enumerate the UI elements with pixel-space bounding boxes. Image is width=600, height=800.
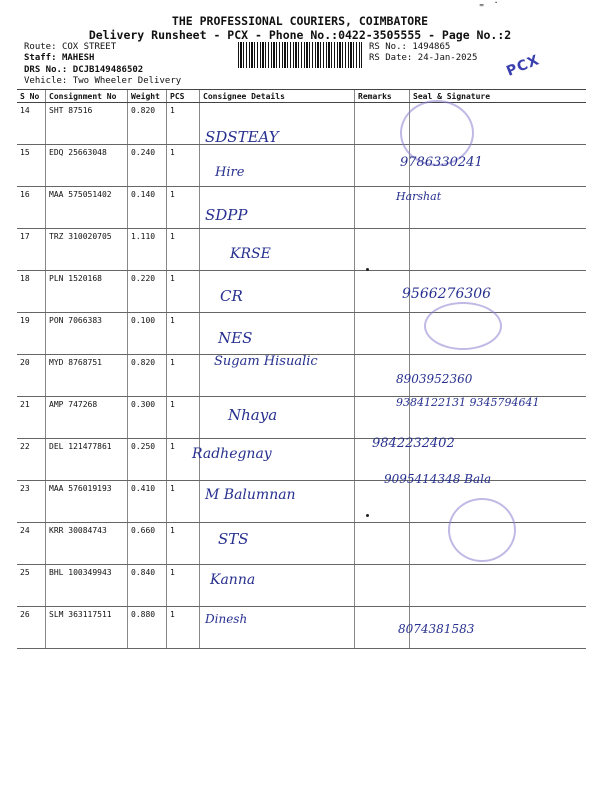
cell-consignment: EDQ 25663048 <box>46 145 128 187</box>
cell-weight: 0.820 <box>128 103 167 145</box>
cell-weight: 0.100 <box>128 313 167 355</box>
cell-remarks <box>355 229 410 271</box>
signature-handwriting: 9095414348 Bala <box>384 472 492 486</box>
cell-remarks <box>355 523 410 565</box>
ink-dot <box>366 514 369 517</box>
table-row <box>17 565 586 607</box>
rs-no-label: RS No.: <box>369 42 407 52</box>
cell-consignment: AMP 747268 <box>46 397 128 439</box>
cell-pcs: 1 <box>167 481 200 523</box>
cell-sno: 18 <box>17 271 46 313</box>
runsheet-table <box>17 89 586 649</box>
consignee-handwriting: Sugam Hisualic <box>214 354 318 369</box>
cell-pcs: 1 <box>167 145 200 187</box>
cell-weight: 0.660 <box>128 523 167 565</box>
consignee-handwriting: CR <box>220 287 243 305</box>
company-title: THE PROFESSIONAL COURIERS, COIMBATORE <box>171 14 429 28</box>
corner-mark: ⁼ ˙ <box>478 0 500 14</box>
signature-handwriting: 9566276306 <box>402 286 492 302</box>
cell-sno: 16 <box>17 187 46 229</box>
cell-weight: 0.220 <box>128 271 167 313</box>
table-header-row <box>17 90 586 103</box>
cell-remarks <box>355 313 410 355</box>
col-consignee: Consignee Details <box>200 90 355 103</box>
signature-handwriting: Harshat <box>396 190 442 203</box>
cell-weight: 0.240 <box>128 145 167 187</box>
runsheet-title: Delivery Runsheet - PCX - Phone No.:0422-3505555 - Page No.:2 <box>88 28 512 42</box>
consignee-handwriting: STS <box>218 530 249 548</box>
cell-consignment: TRZ 310020705 <box>46 229 128 271</box>
staff-value: MAHESH <box>61 53 95 63</box>
signature-handwriting: 8903952360 <box>396 372 473 386</box>
cell-sno: 24 <box>17 523 46 565</box>
col-pcs: PCS <box>167 90 200 103</box>
consignee-handwriting: Kanna <box>210 572 256 588</box>
drs-line <box>24 65 143 76</box>
consignee-handwriting: M Balumnan <box>205 487 296 503</box>
cell-pcs: 1 <box>167 103 200 145</box>
drs-label: DRS No.: <box>24 65 68 75</box>
seal-stamp <box>448 498 516 562</box>
cell-pcs: 1 <box>167 313 200 355</box>
cell-consignment: PLN 1520168 <box>46 271 128 313</box>
staff-label: Staff: <box>24 53 57 63</box>
ink-dot <box>366 268 369 271</box>
cell-pcs: 1 <box>167 439 200 481</box>
cell-weight: 0.820 <box>128 355 167 397</box>
cell-consignment: MAA 576019193 <box>46 481 128 523</box>
cell-consignment: PON 7066383 <box>46 313 128 355</box>
rs-date-value: 24-Jan-2025 <box>417 53 478 63</box>
rs-no-value: 1494865 <box>412 42 451 52</box>
cell-pcs: 1 <box>167 355 200 397</box>
cell-remarks <box>355 565 410 607</box>
rs-no-line <box>369 42 450 53</box>
signature-handwriting: 8074381583 <box>398 622 475 636</box>
rs-date-line <box>369 53 477 64</box>
cell-pcs: 1 <box>167 271 200 313</box>
consignee-handwriting: Nhaya <box>228 406 278 424</box>
cell-sno: 20 <box>17 355 46 397</box>
rs-date-label: RS Date: <box>369 53 413 63</box>
cell-pcs: 1 <box>167 565 200 607</box>
col-remarks: Remarks <box>355 90 410 103</box>
cell-seal <box>410 229 587 271</box>
consignee-handwriting: KRSE <box>230 246 271 262</box>
consignee-handwriting: NES <box>218 329 253 347</box>
consignee-handwriting: Dinesh <box>205 612 248 626</box>
cell-sno: 23 <box>17 481 46 523</box>
barcode <box>238 42 362 68</box>
col-weight: Weight <box>128 90 167 103</box>
col-seal: Seal & Signature <box>410 90 587 103</box>
vehicle-label: Vehicle: <box>24 76 68 86</box>
cell-consignment: DEL 121477861 <box>46 439 128 481</box>
vehicle-value: Two Wheeler Delivery <box>72 76 182 86</box>
cell-sno: 19 <box>17 313 46 355</box>
consignee-handwriting: Hire <box>215 165 245 180</box>
route-line <box>24 42 116 53</box>
signature-handwriting: 9842232402 <box>372 436 455 451</box>
col-consignment: Consignment No <box>46 90 128 103</box>
cell-sno: 25 <box>17 565 46 607</box>
table-row <box>17 229 586 271</box>
table-row <box>17 103 586 145</box>
cell-seal <box>410 565 587 607</box>
cell-sno: 21 <box>17 397 46 439</box>
table-row <box>17 439 586 481</box>
route-label: Route: <box>24 42 57 52</box>
cell-sno: 22 <box>17 439 46 481</box>
cell-consignment: MAA 575051402 <box>46 187 128 229</box>
cell-consignment: BHL 100349943 <box>46 565 128 607</box>
table-row <box>17 607 586 649</box>
consignee-handwriting: SDSTEAY <box>205 128 279 146</box>
consignee-handwriting: Radhegnay <box>192 446 272 462</box>
cell-consignment: SHT 87516 <box>46 103 128 145</box>
consignee-handwriting: SDPP <box>205 206 248 224</box>
drs-value: DCJB149486502 <box>72 65 144 75</box>
cell-consignment: KRR 30084743 <box>46 523 128 565</box>
cell-weight: 0.840 <box>128 565 167 607</box>
cell-sno: 14 <box>17 103 46 145</box>
cell-sno: 15 <box>17 145 46 187</box>
route-value: COX STREET <box>61 42 117 52</box>
cell-pcs: 1 <box>167 229 200 271</box>
cell-pcs: 1 <box>167 397 200 439</box>
cell-weight: 1.110 <box>128 229 167 271</box>
vehicle-line <box>24 76 181 87</box>
cell-weight: 0.250 <box>128 439 167 481</box>
cell-sno: 26 <box>17 607 46 649</box>
table-row <box>17 271 586 313</box>
cell-remarks <box>355 481 410 523</box>
signature-handwriting: 9384122131 9345794641 <box>396 396 540 409</box>
cell-pcs: 1 <box>167 523 200 565</box>
cell-weight: 0.300 <box>128 397 167 439</box>
signature-handwriting: 9786330241 <box>400 155 483 170</box>
cell-pcs: 1 <box>167 187 200 229</box>
cell-weight: 0.880 <box>128 607 167 649</box>
col-sno: S No <box>17 90 46 103</box>
cell-weight: 0.140 <box>128 187 167 229</box>
staff-line <box>24 53 94 64</box>
cell-weight: 0.410 <box>128 481 167 523</box>
pcx-stamp: PCX <box>504 52 543 80</box>
cell-consignee <box>200 229 355 271</box>
cell-consignment: MYD 8768751 <box>46 355 128 397</box>
seal-stamp <box>424 302 502 350</box>
cell-pcs: 1 <box>167 607 200 649</box>
cell-sno: 17 <box>17 229 46 271</box>
cell-consignment: SLM 363117511 <box>46 607 128 649</box>
table-row <box>17 145 586 187</box>
table-row <box>17 187 586 229</box>
